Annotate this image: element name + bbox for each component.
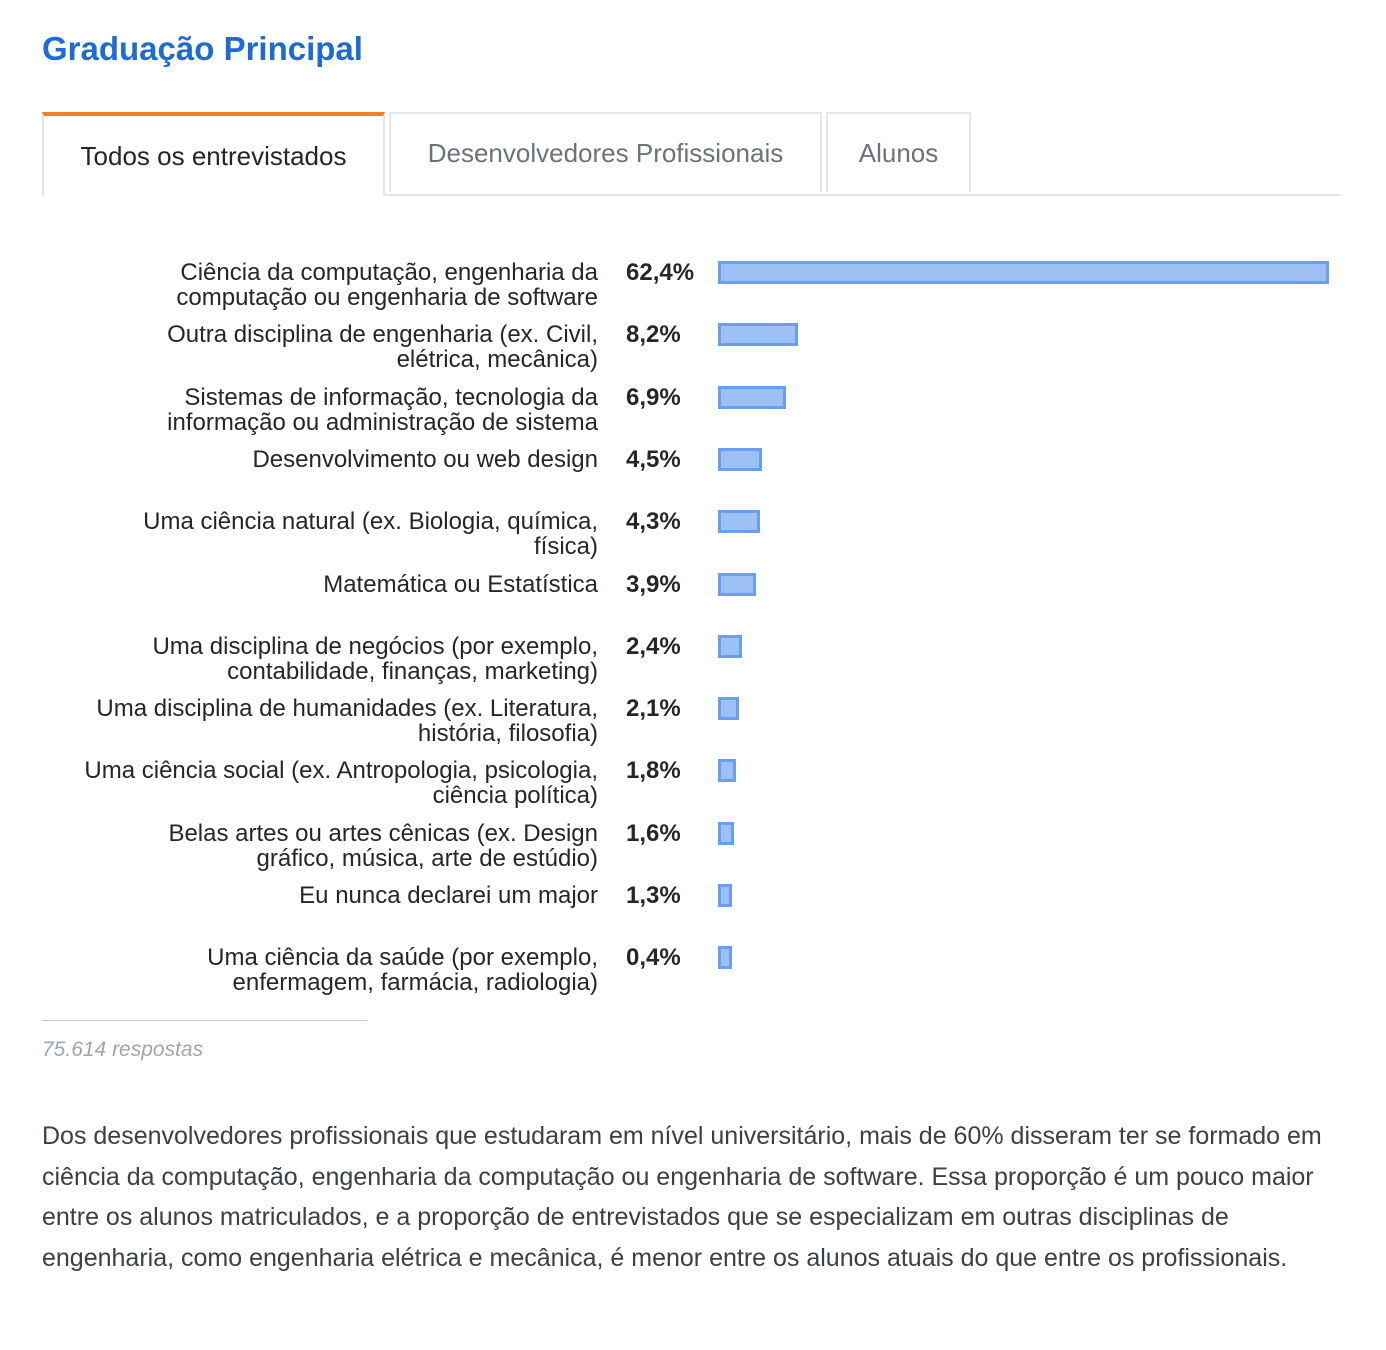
value-label: 62,4% [626, 259, 695, 286]
category-label: Uma disciplina de humanidades (ex. Literatura, história, filosofia) [96, 695, 598, 748]
bar [718, 386, 786, 409]
bar [718, 448, 762, 471]
category-label: Matemática ou Estatística [323, 570, 598, 598]
response-count: 75.614 respostas [42, 1038, 204, 1061]
bar [718, 510, 760, 533]
page-title: Graduação Principal [42, 30, 363, 67]
bar-row [0, 738, 1386, 810]
tab-desenvolvedores-profissionais[interactable]: Desenvolvedores Profissionais [389, 112, 822, 192]
category-label: Sistemas de informação, tecnologia da informação ou administração de sistema [167, 383, 598, 436]
value-label: 1,6% [626, 819, 681, 847]
value-label: 4,3% [626, 508, 681, 536]
category-label: Outra disciplina de engenharia (ex. Civil, elétrica, mecânica) [167, 321, 598, 374]
value-label: 2,1% [626, 695, 681, 723]
category-label: Ciência da computação, engenharia da computação ou engenharia de software [176, 259, 598, 311]
respondent-tabs [42, 112, 1341, 196]
value-label: 8,2% [626, 321, 681, 349]
tab-todos-os-entrevistados[interactable]: Todos os entrevistados [42, 112, 385, 196]
bar-row [0, 365, 1386, 436]
bar [718, 884, 732, 907]
bar-row [0, 489, 1386, 561]
category-label: Uma ciência social (ex. Antropologia, psicologia, ciência política) [84, 757, 598, 810]
bar-row [0, 676, 1386, 748]
divider [42, 1020, 367, 1021]
value-label: 3,9% [626, 570, 681, 598]
bar [718, 759, 736, 782]
bar [718, 822, 734, 845]
bar-row [0, 863, 1386, 925]
bar [718, 323, 798, 346]
bar [718, 946, 732, 969]
category-label: Uma disciplina de negócios (por exemplo, contabilidade, finanças, marketing) [152, 632, 598, 685]
major-bar-chart [0, 240, 1386, 1010]
bar-row [0, 427, 1386, 489]
tab-alunos[interactable]: Alunos [826, 112, 971, 192]
value-label: 4,5% [626, 445, 681, 473]
bar-row [0, 614, 1386, 685]
value-label: 6,9% [626, 383, 681, 411]
bar-row [0, 801, 1386, 872]
value-label: 0,4% [626, 944, 681, 972]
bar-row [0, 302, 1386, 374]
bar [718, 697, 739, 720]
bar [718, 573, 756, 596]
category-label: Uma ciência da saúde (por exemplo, enfermagem, farmácia, radiologia) [207, 944, 598, 997]
category-label: Belas artes ou artes cênicas (ex. Design gráfico, música, arte de estúdio) [168, 819, 598, 872]
description-paragraph: Dos desenvolvedores profissionais que estudaram em nível universitário, mais de 60% disseram ter se formado em ciência da computação, engenharia da computação ou engenharia de software. Essa proporção é um pouco maior entre os alunos matriculados, e a proporção de entrevistados que se especializam em outras disciplinas de engenharia, como engenharia elétrica e mecânica, é menor entre os alunos atuais do que entre os profissionais. [42, 1122, 1322, 1272]
category-label: Desenvolvimento ou web design [252, 445, 598, 473]
value-label: 1,3% [626, 882, 681, 909]
value-label: 1,8% [626, 757, 681, 785]
bar [718, 635, 742, 658]
bar-row [0, 552, 1386, 614]
category-label: Eu nunca declarei um major [299, 882, 598, 909]
bar-row [0, 925, 1386, 997]
category-label: Uma ciência natural (ex. Biologia, química, física) [143, 508, 598, 561]
value-label: 2,4% [626, 632, 681, 660]
bar-row [0, 240, 1386, 311]
bar [718, 261, 1329, 284]
